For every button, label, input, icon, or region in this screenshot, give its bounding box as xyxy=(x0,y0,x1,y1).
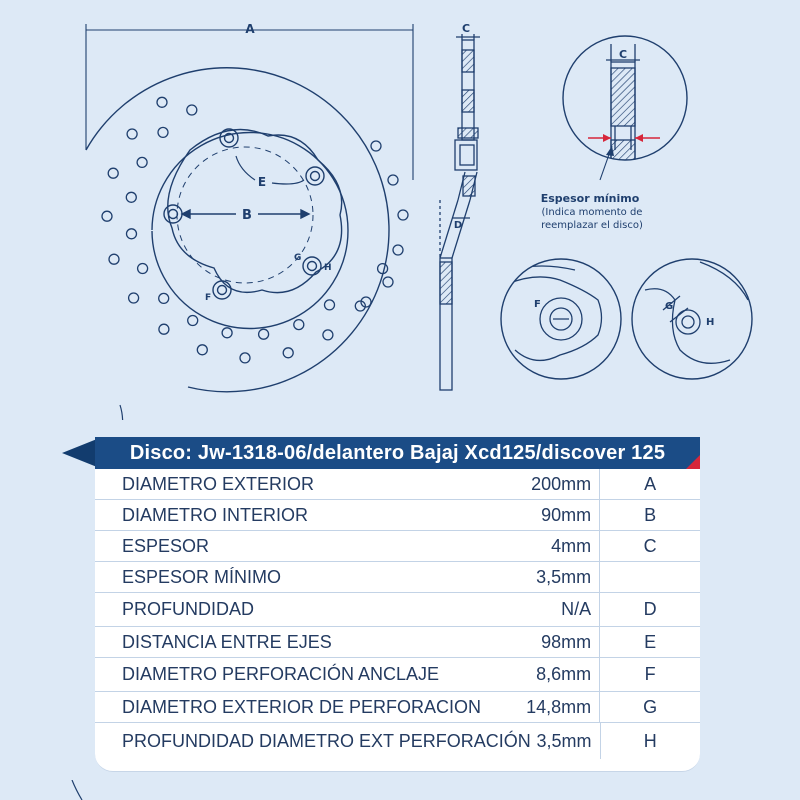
spec-name: DIAMETRO PERFORACIÓN ANCLAJE xyxy=(122,664,440,684)
spec-ref: G xyxy=(599,692,700,722)
vent-hole xyxy=(158,127,168,137)
vent-hole xyxy=(222,328,232,338)
vent-hole xyxy=(127,129,137,139)
spec-value: 3,5mm xyxy=(536,566,592,587)
dimension-a xyxy=(86,24,413,180)
spec-value: 4mm xyxy=(551,535,592,556)
vent-hole xyxy=(138,264,148,274)
label-f-front: F xyxy=(205,293,212,303)
spec-ref: H xyxy=(600,723,700,759)
vent-hole xyxy=(323,330,333,340)
label-h-front: H xyxy=(324,263,332,273)
vent-hole xyxy=(126,192,136,202)
spec-name: ESPESOR xyxy=(122,535,210,556)
spec-row xyxy=(95,593,700,627)
vent-hole xyxy=(109,254,119,264)
vent-hole xyxy=(197,345,207,355)
spec-row xyxy=(95,692,700,723)
disc-front-view xyxy=(86,68,389,392)
vent-hole xyxy=(157,97,167,107)
spec-ref: A xyxy=(599,469,700,499)
outer-rim xyxy=(86,68,389,392)
dimension-e xyxy=(236,156,304,184)
min-thickness-title: Espesor mínimo xyxy=(540,192,640,205)
min-thickness-note-1: (Indica momento de xyxy=(541,207,643,218)
header-corner-accent xyxy=(686,455,700,469)
bottom-decorative-curve xyxy=(60,780,90,800)
spec-value: 200mm xyxy=(531,473,592,494)
spec-value: N/A xyxy=(561,599,592,619)
disc-side-view xyxy=(440,34,480,390)
spec-name: DISTANCIA ENTRE EJES xyxy=(122,631,332,652)
vent-holes xyxy=(102,97,408,363)
vent-hole xyxy=(383,277,393,287)
label-d: D xyxy=(453,220,463,231)
vent-hole xyxy=(259,329,269,339)
inner-braking-band xyxy=(152,133,348,329)
spec-name: PROFUNDIDAD DIAMETRO EXT PERFORACIÓN xyxy=(122,730,531,751)
detail-gh xyxy=(632,259,752,379)
vent-hole xyxy=(398,210,408,220)
vent-hole xyxy=(127,229,137,239)
vent-hole xyxy=(187,105,197,115)
spec-name: DIAMETRO EXTERIOR DE PERFORACION xyxy=(122,696,482,717)
label-c-side: C xyxy=(461,22,471,35)
spec-row xyxy=(95,723,700,759)
spec-name: DIAMETRO EXTERIOR xyxy=(122,473,315,494)
spec-row xyxy=(95,658,700,692)
vent-hole xyxy=(240,353,250,363)
spec-row xyxy=(95,531,700,562)
spec-value: 98mm xyxy=(541,631,592,652)
spec-value: 3,5mm xyxy=(536,730,592,751)
label-a: A xyxy=(245,22,255,36)
spec-name: PROFUNDIDAD xyxy=(122,599,255,619)
vent-hole xyxy=(129,293,139,303)
vent-hole xyxy=(378,264,388,274)
vent-hole xyxy=(294,320,304,330)
spec-row xyxy=(95,562,700,593)
detail-f xyxy=(501,259,621,379)
label-c-detail: C xyxy=(618,48,628,61)
min-thickness-note-2: reemplazar el disco) xyxy=(541,220,643,231)
vent-hole xyxy=(159,324,169,334)
vent-hole xyxy=(393,245,403,255)
spec-value: 14,8mm xyxy=(526,696,592,717)
spec-title: Disco: Jw-1318-06/delantero Bajaj Xcd125/discover 125 xyxy=(95,437,700,469)
spec-table xyxy=(95,469,700,772)
spec-ref: F xyxy=(599,658,700,691)
vent-hole xyxy=(283,348,293,358)
label-e: E xyxy=(257,175,267,189)
spec-ref xyxy=(599,562,700,592)
spec-ref: E xyxy=(599,627,700,657)
label-h-detail: H xyxy=(706,317,715,328)
vent-hole xyxy=(371,141,381,151)
spec-row xyxy=(95,469,700,500)
vent-hole xyxy=(137,157,147,167)
spec-row xyxy=(95,627,700,658)
label-g-front: G xyxy=(294,253,302,263)
label-g-detail: G xyxy=(665,301,674,312)
spec-value: 90mm xyxy=(541,504,592,525)
spec-ref: D xyxy=(599,593,700,626)
spec-name: DIAMETRO INTERIOR xyxy=(122,504,309,525)
vent-hole xyxy=(102,211,112,221)
label-f-detail: F xyxy=(534,299,541,310)
spec-name: ESPESOR MÍNIMO xyxy=(122,566,282,587)
vent-hole xyxy=(188,316,198,326)
vent-hole xyxy=(159,293,169,303)
vent-hole xyxy=(325,300,335,310)
spec-value: 8,6mm xyxy=(536,664,592,684)
spec-ref: B xyxy=(599,500,700,530)
vent-hole xyxy=(388,175,398,185)
label-b: B xyxy=(242,208,252,223)
decorative-curve xyxy=(66,405,123,420)
vent-hole xyxy=(108,168,118,178)
spec-row xyxy=(95,500,700,531)
spec-ref: C xyxy=(599,531,700,561)
